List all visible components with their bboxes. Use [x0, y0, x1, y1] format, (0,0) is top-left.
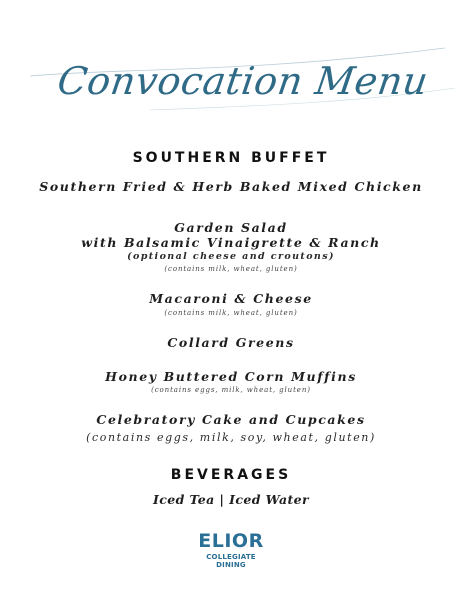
allergen-note-salad: (contains milk, wheat, gluten): [164, 265, 298, 273]
allergen-note-muffins: (contains eggs, milk, wheat, gluten): [151, 386, 311, 394]
menu-item-salad-optional: (optional cheese and croutons): [127, 251, 335, 262]
menu-title-block: [0, 28, 462, 123]
logo-line-collegiate: COLLEGIATE: [206, 553, 256, 561]
menu-item-salad-dressing: with Balsamic Vinaigrette & Ranch: [81, 235, 381, 250]
logo-wordmark: ELIOR: [198, 530, 264, 552]
menu-item-corn-muffins: Honey Buttered Corn Muffins: [105, 369, 357, 384]
section-heading-southern-buffet: SOUTHERN BUFFET: [132, 150, 330, 166]
menu-item-beverages: Iced Tea | Iced Water: [153, 492, 309, 507]
menu-item-macaroni: Macaroni & Cheese: [149, 291, 313, 306]
menu-item-chicken: Southern Fried & Herb Baked Mixed Chicken: [39, 179, 423, 194]
menu-item-cake: Celebratory Cake and Cupcakes: [96, 412, 366, 427]
allergen-note-cake: (contains eggs, milk, soy, wheat, gluten): [86, 431, 376, 444]
elior-logo: [0, 532, 462, 569]
menu-item-collard-greens: Collard Greens: [167, 335, 295, 350]
logo-line-dining: DINING: [216, 561, 246, 570]
section-heading-beverages: BEVERAGES: [170, 467, 292, 483]
allergen-note-macaroni: (contains milk, wheat, gluten): [164, 309, 298, 317]
menu-title: Convocation Menu: [54, 59, 432, 103]
menu-item-garden-salad: Garden Salad: [174, 220, 288, 235]
